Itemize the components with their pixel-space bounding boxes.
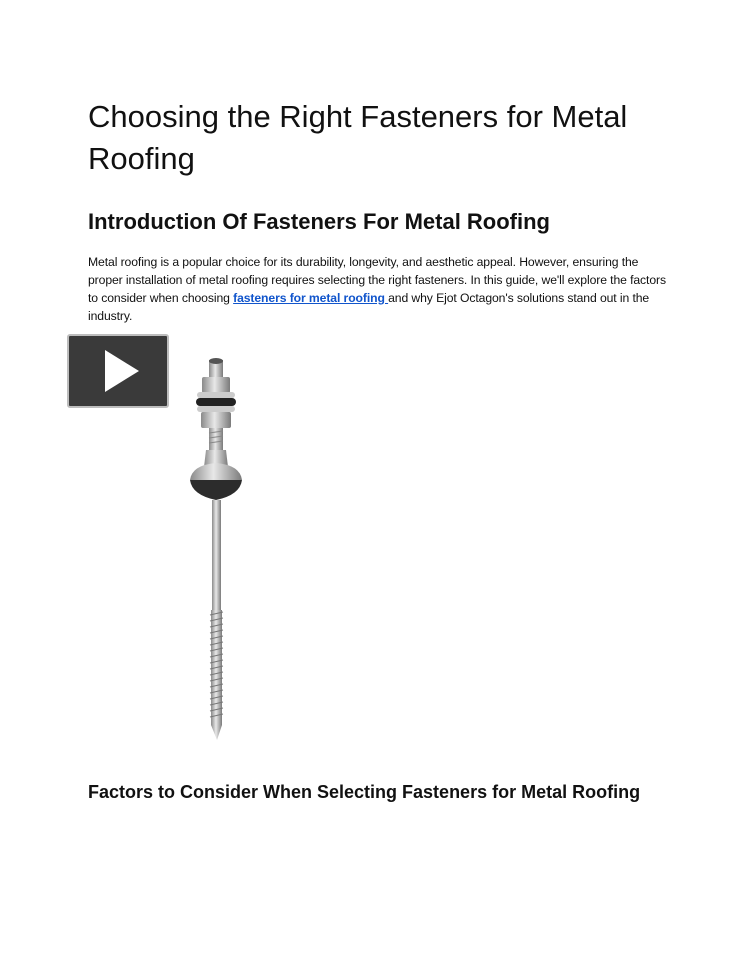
play-icon <box>69 336 167 406</box>
factors-heading: Factors to Consider When Selecting Fasteners for Metal Roofing <box>88 782 641 802</box>
page-title: Choosing the Right Fasteners for Metal Roofing <box>88 99 628 176</box>
intro-paragraph <box>88 253 668 325</box>
intro-heading: Introduction Of Fasteners For Metal Roofing <box>88 209 550 234</box>
fastener-image <box>180 355 260 750</box>
fasteners-link[interactable]: fasteners for metal roofing <box>233 291 389 305</box>
intro-text-end: and why Ejot Octagon's solutions stand out in the industry. <box>88 291 650 323</box>
play-button[interactable] <box>67 334 169 408</box>
intro-text: Metal roofing is a popular choice for its durability, longevity, and aesthetic appeal. However, ensuring the proper installation of metal roofing requires selecting the right fasteners. In this guide, we'll explore the factors to consider when choosing <box>88 255 666 305</box>
